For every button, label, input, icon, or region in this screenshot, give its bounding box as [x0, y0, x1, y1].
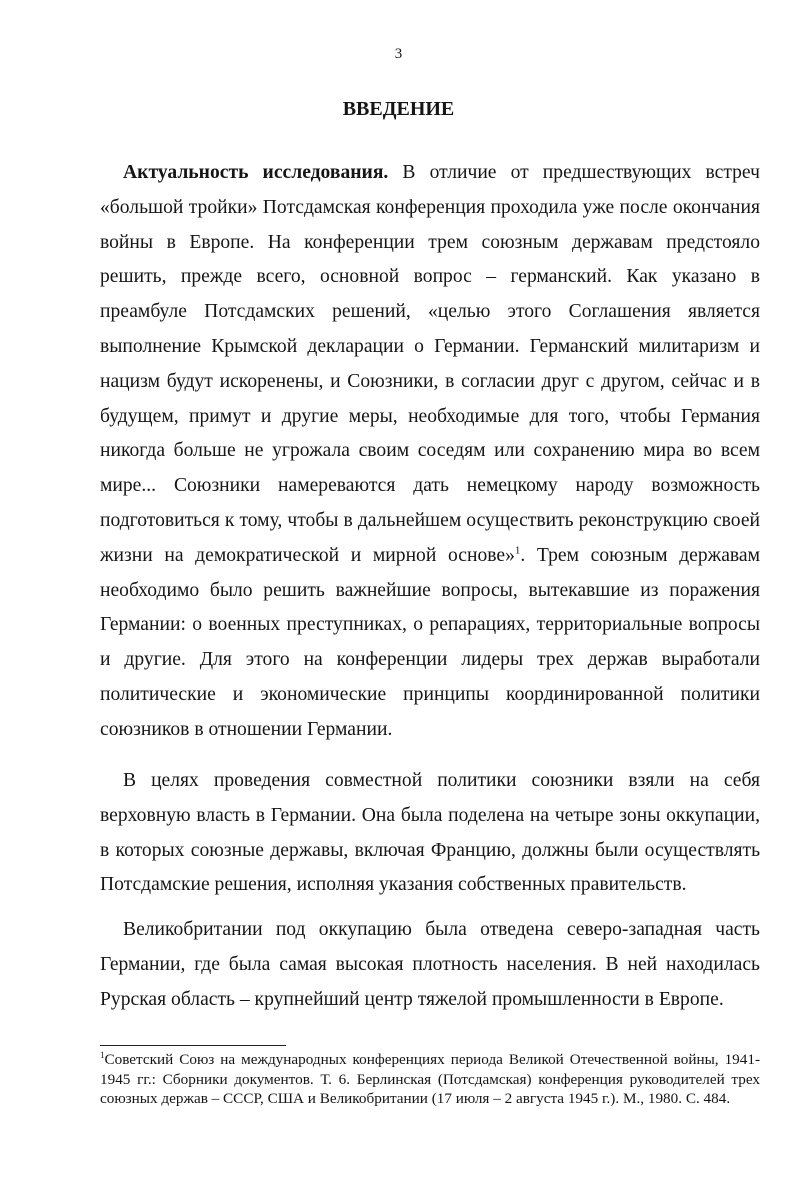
- paragraph-relevance: [100, 156, 760, 748]
- footnote-separator: [100, 1045, 286, 1046]
- paragraph-british-zone: Великобритании под оккупацию была отведена северо-западная часть Германии, где была самая высокая плотность населения. В ней находилась Рурская область – крупнейший центр тяжелой промышленности в Европе.: [100, 919, 760, 1010]
- footnote: [100, 1050, 760, 1109]
- paragraph-occupation-zones: В целях проведения совместной политики союзники взяли на себя верховную власть в Германии. Она была поделена на четыре зоны оккупации, в которых союзные державы, включая Францию, должны были осуществлять Потсдамские решения, исполняя указания собственных правительств.: [100, 770, 760, 896]
- page-number: 3: [394, 46, 403, 62]
- footnote-marker: 1: [100, 1049, 105, 1060]
- footnote-reference[interactable]: 1: [514, 544, 521, 557]
- paragraph-text: В отличие от предшествующих встреч «большой тройки» Потсдамская конференция проходила уже после окончания войны в Европе. На конференции трем союзным державам предстояло решить, прежде всего, основной вопрос – германский. Как указано в преамбуле Потсдамских решений, «целью этого Соглашения является выполнение Крымской декларации о Германии. Германский милитаризм и нацизм будут искоренены, и Союзники, в согласии друг с другом, сейчас и в будущем, примут и другие меры, необходимые для того, чтобы Германия никогда больше не угрожала своим соседям или сохранению мира во всем мире... Союзники намереваются дать немецкому народу возможность подготовиться к тому, чтобы в дальнейшем осуществить реконструкцию своей жизни на демократической и мирной основе»: [100, 162, 760, 566]
- paragraph-lead: Актуальность исследования.: [123, 162, 389, 183]
- footnote-text: Советский Союз на международных конференциях периода Великой Отечественной войны, 1941-1945 гг.: Сборники документов. Т. 6. Берлинская (Потсдамская) конференция руководителей трех союзных держав – СССР, США и Великобритании (17 июля – 2 августа 1945 г.). М., 1980. С. 484.: [100, 1051, 760, 1108]
- paragraph-text-continued: . Трем союзным державам необходимо было решить важнейшие вопросы, вытекавшие из поражения Германии: о военных преступниках, о репарациях, территориальные вопросы и другие. Для этого на конференции лидеры трех держав выработали политические и экономические принципы координированной политики союзников в отношении Германии.: [100, 544, 760, 740]
- section-title: ВВЕДЕНИЕ: [342, 98, 455, 120]
